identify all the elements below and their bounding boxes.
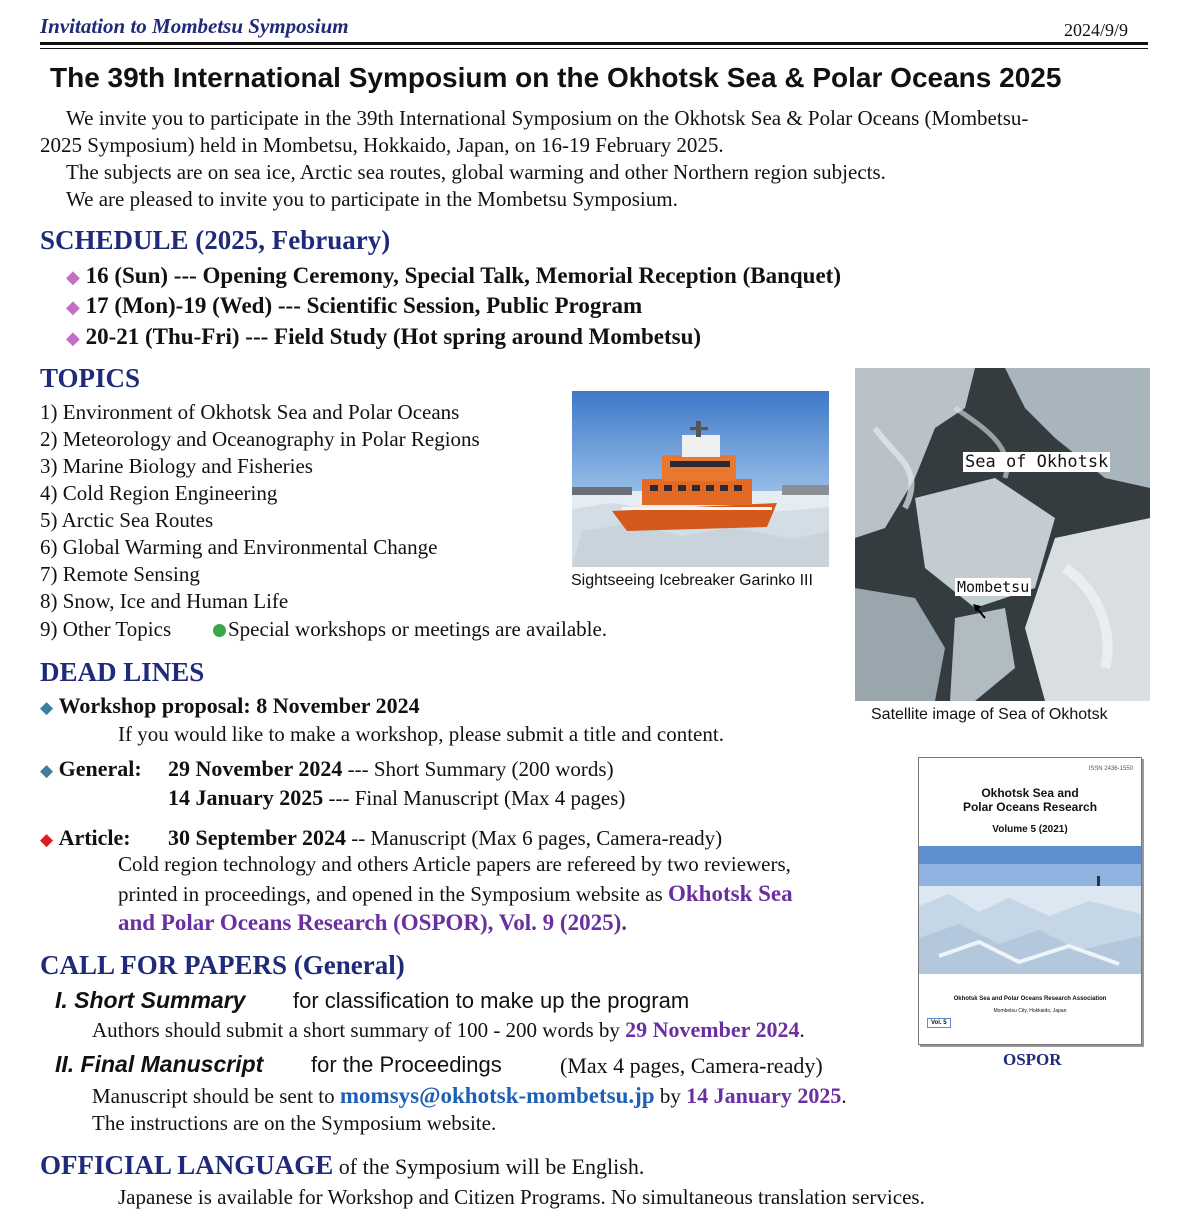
call-heading: CALL FOR PAPERS (General) bbox=[40, 950, 405, 980]
call-section-2-line-2: The instructions are on the Symposium website. bbox=[92, 1111, 497, 1135]
topics-heading: TOPICS bbox=[40, 363, 141, 393]
satellite-map-icon bbox=[855, 368, 1150, 701]
deadlines-heading: DEAD LINES bbox=[40, 657, 205, 687]
deadline-general-summary bbox=[168, 755, 614, 783]
contact-email-link[interactable]: momsys@okhotsk-mombetsu.jp bbox=[339, 1083, 655, 1108]
ospor-link-part-1[interactable]: Okhotsk Sea bbox=[667, 881, 793, 906]
green-dot-icon bbox=[213, 624, 226, 637]
cover-issn: ISSN 2436-1550 bbox=[1088, 766, 1133, 772]
call-section-1-desc: for classification to make up the program bbox=[293, 988, 690, 1013]
satellite-label-city: Mombetsu bbox=[957, 578, 1030, 596]
cover-volume: Volume 5 (2021) bbox=[992, 824, 1068, 835]
icebreaker-ship-icon bbox=[572, 391, 829, 567]
topic-item: 4) Cold Region Engineering bbox=[40, 481, 278, 505]
cover-ice-photo bbox=[919, 846, 1141, 974]
schedule-item bbox=[66, 323, 701, 352]
call-section-2-desc: for the Proceedings bbox=[311, 1052, 502, 1077]
schedule-item bbox=[66, 292, 642, 321]
header-rule-thin bbox=[40, 48, 1148, 49]
call-section-2-title: II. Final Manuscript bbox=[55, 1051, 264, 1077]
ospor-cover bbox=[918, 757, 1142, 1045]
intro-line-2: 2025 Symposium) held in Mombetsu, Hokkaido, Japan, on 16-19 February 2025. bbox=[40, 133, 724, 157]
deadline-general bbox=[40, 755, 142, 784]
deadline-general-final bbox=[168, 784, 625, 812]
header-series: Invitation to Mombetsu Symposium bbox=[40, 14, 349, 38]
satellite-caption: Satellite image of Sea of Okhotsk bbox=[871, 706, 1108, 723]
deadline-desc: -- Manuscript (Max 6 pages, Camera-ready) bbox=[346, 826, 723, 850]
article-line-1: Cold region technology and others Article papers are refereed by two reviewers, bbox=[118, 852, 791, 876]
topic-item: 2) Meteorology and Oceanography in Polar Regions bbox=[40, 427, 480, 451]
deadline-article-date-line bbox=[168, 824, 722, 852]
diamond-bullet-icon: ◆ bbox=[40, 698, 54, 717]
topics-note: Special workshops or meetings are available. bbox=[228, 617, 608, 641]
deadline-date: 30 September 2024 bbox=[168, 825, 347, 850]
intro-line-3: The subjects are on sea ice, Arctic sea routes, global warming and other Northern region subjects. bbox=[66, 160, 886, 184]
cover-title-line-2: Polar Oceans Research bbox=[962, 800, 1098, 814]
intro-line-4: We are pleased to invite you to participate in the Mombetsu Symposium. bbox=[66, 187, 678, 211]
topic-item: 5) Arctic Sea Routes bbox=[40, 508, 214, 532]
deadline-article bbox=[40, 824, 131, 853]
satellite-label-sea: Sea of Okhotsk bbox=[965, 452, 1109, 472]
header-rule bbox=[40, 42, 1148, 45]
topic-item: 8) Snow, Ice and Human Life bbox=[40, 589, 289, 613]
cover-volume-badge: Vol. 5 bbox=[927, 1018, 951, 1028]
deadline-general-label: General: bbox=[58, 756, 142, 781]
diamond-bullet-icon: ◆ bbox=[66, 328, 80, 348]
ospor-link-part-2[interactable]: and Polar Oceans Research (OSPOR), Vol. 9 (2025). bbox=[118, 910, 627, 935]
schedule-heading: SCHEDULE (2025, February) bbox=[40, 225, 391, 255]
schedule-item-text: 20-21 (Thu-Fri) --- Field Study (Hot spring around Mombetsu) bbox=[85, 324, 702, 349]
deadline-desc: --- Final Manuscript (Max 4 pages) bbox=[323, 786, 626, 810]
sea-ice-photo-icon bbox=[919, 846, 1141, 974]
diamond-bullet-icon: ◆ bbox=[40, 830, 54, 849]
schedule-item-text: 16 (Sun) --- Opening Ceremony, Special Talk, Memorial Reception (Banquet) bbox=[85, 263, 841, 288]
manuscript-deadline: 14 January 2025 bbox=[686, 1083, 842, 1108]
schedule-item bbox=[66, 262, 841, 291]
diamond-bullet-icon: ◆ bbox=[66, 297, 80, 317]
diamond-bullet-icon: ◆ bbox=[66, 267, 80, 287]
deadline-workshop-note: If you would like to make a workshop, please submit a title and content. bbox=[118, 722, 724, 746]
call-section-2-line bbox=[92, 1082, 847, 1110]
language-heading: OFFICIAL LANGUAGE bbox=[40, 1150, 334, 1180]
ship-caption: Sightseeing Icebreaker Garinko III bbox=[571, 572, 813, 589]
deadline-date: 14 January 2025 bbox=[168, 785, 324, 810]
article-line-2-text: printed in proceedings, and opened in the Symposium website as bbox=[118, 882, 668, 906]
topic-item: 1) Environment of Okhotsk Sea and Polar Oceans bbox=[40, 400, 460, 424]
deadline-workshop-label: Workshop proposal: 8 November 2024 bbox=[58, 693, 420, 718]
language-heading-line bbox=[40, 1150, 644, 1181]
deadline-desc: --- Short Summary (200 words) bbox=[342, 757, 614, 781]
call-section-1-line bbox=[92, 1016, 805, 1044]
cover-publisher: Okhotsk Sea and Polar Oceans Research Association bbox=[953, 996, 1107, 1002]
language-heading-rest: of the Symposium will be English. bbox=[333, 1154, 645, 1179]
call-section-2-note: (Max 4 pages, Camera-ready) bbox=[560, 1053, 823, 1078]
topic-item: 6) Global Warming and Environmental Change bbox=[40, 535, 438, 559]
deadline-date: 29 November 2024 bbox=[168, 756, 343, 781]
cover-city: Mombetsu City, Hokkaido, Japan bbox=[993, 1008, 1067, 1014]
article-line-2 bbox=[118, 880, 793, 908]
summary-deadline: 29 November 2024 bbox=[625, 1017, 800, 1042]
schedule-item-text: 17 (Mon)-19 (Wed) --- Scientific Session, Public Program bbox=[85, 293, 643, 318]
topic-item: 3) Marine Biology and Fisheries bbox=[40, 454, 313, 478]
call-section-2-end: . bbox=[841, 1084, 847, 1108]
call-section-2-by: by bbox=[654, 1084, 687, 1108]
call-section-1-title: I. Short Summary bbox=[55, 987, 246, 1013]
deadline-workshop bbox=[40, 692, 420, 721]
call-section-2-text: Manuscript should be sent to bbox=[92, 1084, 340, 1108]
call-section-1-text: Authors should submit a short summary of 100 - 200 words by bbox=[92, 1018, 626, 1042]
diamond-bullet-icon: ◆ bbox=[40, 761, 54, 780]
satellite-image bbox=[855, 368, 1150, 701]
topic-item: 7) Remote Sensing bbox=[40, 562, 200, 586]
page-title: The 39th International Symposium on the Okhotsk Sea & Polar Oceans 2025 bbox=[50, 62, 1062, 93]
cover-caption: OSPOR bbox=[1003, 1050, 1062, 1069]
topic-item: 9) Other Topics bbox=[40, 617, 172, 641]
ship-photo bbox=[572, 391, 829, 567]
call-section-1-end: . bbox=[799, 1018, 805, 1042]
intro-line-1: We invite you to participate in the 39th International Symposium on the Okhotsk Sea & Polar Oceans (Mombetsu- bbox=[66, 106, 1029, 130]
header-date: 2024/9/9 bbox=[1064, 20, 1129, 40]
language-note: Japanese is available for Workshop and Citizen Programs. No simultaneous translation services. bbox=[118, 1185, 925, 1209]
deadline-article-label: Article: bbox=[58, 825, 131, 850]
cover-title-line-1: Okhotsk Sea and bbox=[981, 786, 1079, 800]
